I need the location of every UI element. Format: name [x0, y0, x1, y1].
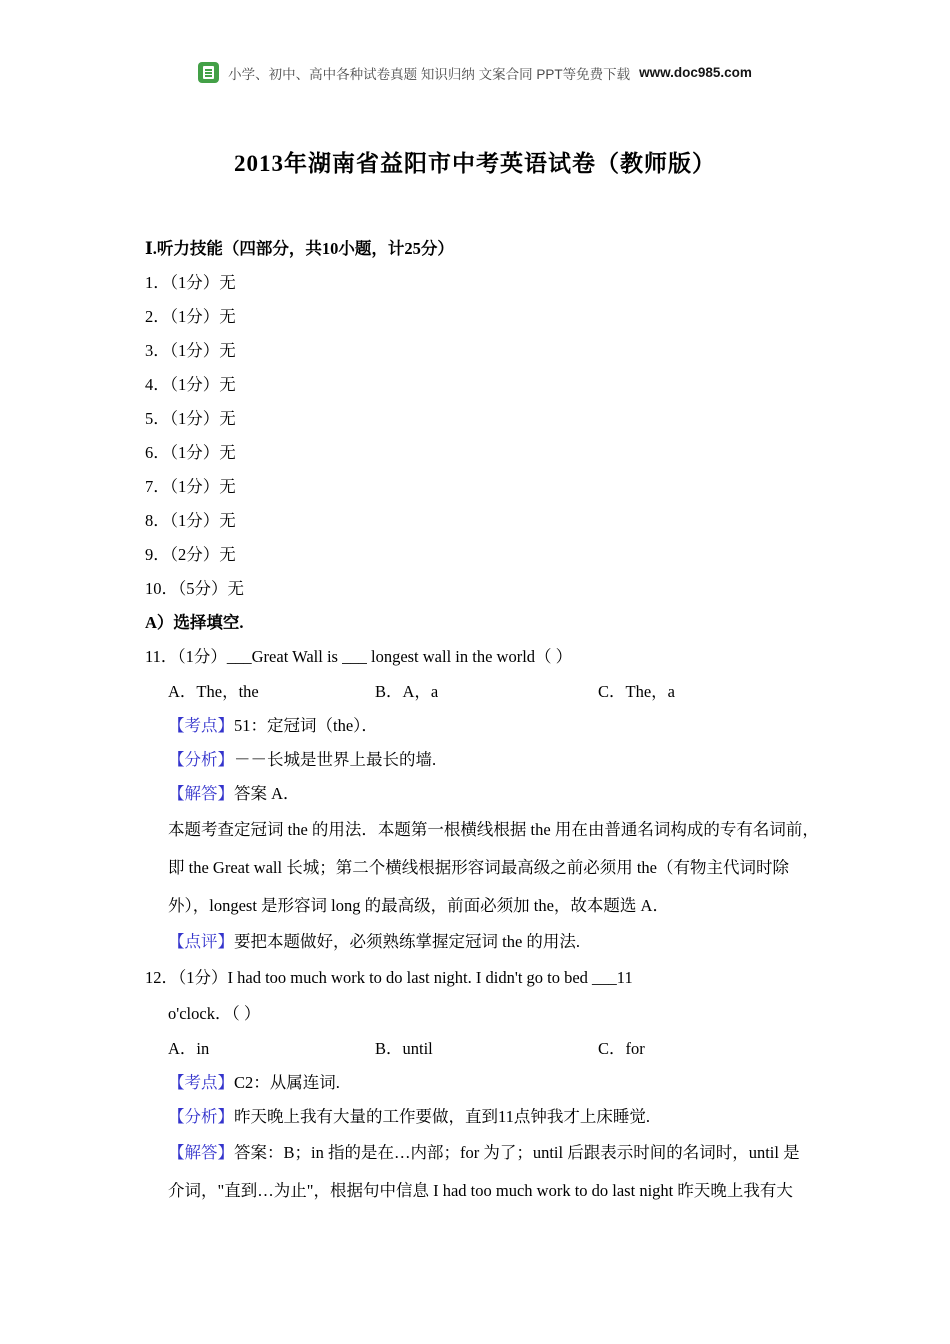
jieda-text: 答案：B；in 指的是在…内部；for 为了；until 后跟表示时间的名词时，until 是: [234, 1143, 800, 1162]
listening-item: 2．（1分）无: [145, 307, 236, 326]
q11-option-b: B．A，a: [375, 682, 439, 701]
promo-text: 小学、初中、高中各种试卷真题 知识归纳 文案合同 PPT等免费下载: [228, 66, 631, 82]
kaodian-text: C2：从属连词.: [234, 1073, 340, 1092]
fenxi-text: －－长城是世界上最长的墙.: [234, 750, 437, 769]
q11-dianping-line: [145, 925, 837, 959]
q11-options: [145, 674, 837, 709]
page-title: 2013年湖南省益阳市中考英语试卷（教师版）: [234, 151, 716, 176]
q11-explain-line: 本题考查定冠词 the 的用法．本题第一根横线根据 the 用在由普通名词构成的专有名词前，: [168, 820, 819, 839]
site-link[interactable]: www.doc985.com: [639, 65, 752, 80]
listening-item: 10．（5分）无: [145, 579, 244, 598]
dianping-tag: 【点评】: [168, 932, 234, 951]
kaodian-tag: 【考点】: [168, 716, 234, 735]
q11-option-a: A．The，the: [168, 682, 259, 701]
jieda-tag: 【解答】: [168, 784, 234, 803]
listening-item: 6．（1分）无: [145, 443, 236, 462]
dianping-text: 要把本题做好，必须熟练掌握定冠词 the 的用法.: [234, 932, 581, 951]
q12-option-a: A．in: [168, 1039, 210, 1058]
q12-options: [145, 1031, 837, 1066]
kaodian-tag: 【考点】: [168, 1073, 234, 1092]
q11-kaodian-line: [145, 709, 837, 743]
q12-kaodian-line: [145, 1066, 837, 1100]
fenxi-text: 昨天晚上我有大量的工作要做，直到11点钟我才上床睡觉.: [234, 1107, 651, 1126]
jieda-tag: 【解答】: [168, 1143, 234, 1162]
q11-jieda-line: [145, 777, 837, 811]
q11-stem: 11．（1分）___Great Wall is ___ longest wall in the world（ ）: [145, 647, 573, 666]
q11-option-c: C．The，a: [598, 682, 675, 701]
q12-stem-line2: o'clock．（ ）: [168, 1004, 261, 1023]
q12-jieda-line2: 介词，"直到…为止"，根据句中信息 I had too much work to do last night 昨天晚上我有大: [168, 1181, 793, 1200]
fenxi-tag: 【分析】: [168, 750, 234, 769]
fenxi-tag: 【分析】: [168, 1107, 234, 1126]
q11-fenxi-line: [145, 743, 837, 777]
listening-item: 7．（1分）无: [145, 477, 236, 496]
section-a-heading: A）选择填空.: [145, 613, 244, 632]
site-header: [0, 0, 950, 83]
q11-explain-line: 即 the Great wall 长城；第二个横线根据形容词最高级之前必须用 the（有物主代词时除: [168, 858, 789, 877]
listening-item: 1．（1分）无: [145, 273, 236, 292]
listening-item: 4．（1分）无: [145, 375, 236, 394]
q12-option-b: B．until: [375, 1039, 433, 1058]
q12-fenxi-line: [145, 1100, 837, 1134]
jieda-text: 答案 A．: [234, 784, 300, 803]
doc985-logo-icon: [198, 62, 219, 83]
listening-heading: Ⅰ.听力技能（四部分，共10小题，计25分）: [145, 239, 454, 258]
listening-item: 3．（1分）无: [145, 341, 236, 360]
q12-stem-line1: 12．（1分）I had too much work to do last night. I didn't go to bed ___11: [145, 968, 633, 987]
q12-option-c: C．for: [598, 1039, 645, 1058]
kaodian-text: 51：定冠词（the）．: [234, 716, 378, 735]
q11-explain-line: 外），longest 是形容词 long 的最高级，前面必须加 the，故本题选 A．: [168, 896, 669, 915]
listening-item: 8．（1分）无: [145, 511, 236, 530]
q12-jieda-line: [145, 1134, 837, 1172]
listening-item: 5．（1分）无: [145, 409, 236, 428]
listening-item: 9．（2分）无: [145, 545, 236, 564]
document-body: [145, 232, 837, 1210]
